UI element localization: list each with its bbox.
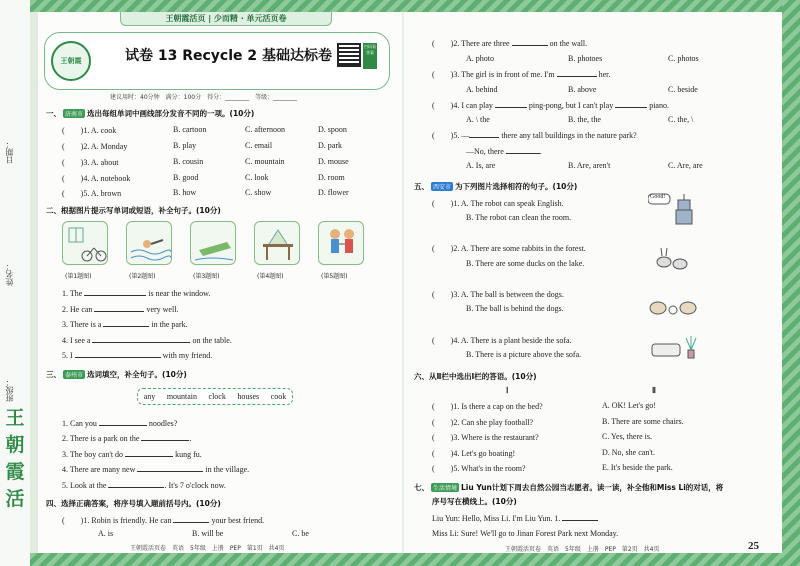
match-option: A. OK! Let's go! xyxy=(602,401,656,410)
rabbits-illustration xyxy=(652,242,692,272)
bottom-border xyxy=(30,553,790,566)
option: B. good xyxy=(173,173,199,182)
binding-spine xyxy=(0,0,30,566)
picture-table xyxy=(254,221,300,265)
sofa-plant-illustration xyxy=(648,330,698,360)
brand-logo-vertical: 王 朝 霞 活 xyxy=(5,407,25,510)
question-item: ( )1. A. cook xyxy=(62,126,117,135)
option: B. the, the xyxy=(568,115,601,124)
qr-tag: 扫码看答案 xyxy=(363,43,377,69)
option: B. will be xyxy=(192,529,224,538)
option: B. There is a picture above the sofa. xyxy=(466,350,582,359)
question-item: ( )3. A. about xyxy=(62,158,119,167)
option: B. The ball is behind the dogs. xyxy=(466,304,564,313)
match-item: ( )5. What's in the room? xyxy=(432,464,526,473)
option: B. how xyxy=(173,188,197,197)
top-border xyxy=(30,0,790,12)
option: C. afternoon xyxy=(245,125,285,134)
option: B. play xyxy=(173,141,197,150)
question-item: ( )5. A. brown xyxy=(62,189,122,198)
option: B. cartoon xyxy=(173,125,207,134)
option: C. beside xyxy=(668,85,698,94)
section-7-heading-cont: 序号写在横线上。(10分) xyxy=(432,497,517,506)
page-number: 25 xyxy=(748,540,759,552)
picture-swimming xyxy=(126,221,172,265)
picture-caption: (第1题图) xyxy=(65,273,92,280)
option: D. flower xyxy=(318,188,349,197)
match-option: E. It's beside the park. xyxy=(602,463,673,472)
option: C. photos xyxy=(668,54,699,63)
column-header: Ⅱ xyxy=(652,386,656,395)
fill-line: 3. The boy can't do kung fu. xyxy=(62,450,202,459)
option: A. Is, are xyxy=(466,161,496,170)
match-item: ( )4. Let's go boating! xyxy=(432,449,516,458)
option: C. be xyxy=(292,529,309,538)
name-label: 姓名： xyxy=(5,262,14,286)
option: D. mouse xyxy=(318,157,349,166)
fill-line: 1. The is near the window. xyxy=(62,289,211,298)
match-option: D. No, she can't. xyxy=(602,448,655,457)
paper-meta: 建议用时：40分钟 满分：100分 得分：________ 等级：________ xyxy=(110,94,298,101)
dialogue-line: Miss Li: Sure! We'll go to Jinan Forest Park next Monday. xyxy=(432,529,619,538)
word-option: cook xyxy=(270,392,287,401)
fill-line: 4. There are many new in the village. xyxy=(62,465,250,474)
question-item: ( )2. There are three on the wall. xyxy=(432,39,588,48)
question-item: ( )2. A. There are some rabbits in the forest. xyxy=(432,244,586,253)
region-tag: 济南市 xyxy=(65,111,84,118)
match-item: ( )1. Is there a cap on the bed? xyxy=(432,402,543,411)
picture-caption: (第3题图) xyxy=(193,273,220,280)
context-tag: 生活情境 xyxy=(433,485,458,492)
section-6-heading: 六、从Ⅱ栏中选出Ⅰ栏的答语。(10分) xyxy=(414,372,537,381)
section-7-heading: 七、 生活情境 Liu Yun计划下周去自然公园当志愿者。读一读，补全他和Miss Li的对话，将 xyxy=(414,483,724,492)
paper-header xyxy=(44,32,390,90)
option: B. There are some ducks on the lake. xyxy=(466,259,585,268)
question-item: ( )4. I can play ping-pong, but I can't play piano. xyxy=(432,101,669,110)
word-option: any xyxy=(143,392,156,401)
question-item: ( )1. A. The robot can speak English. xyxy=(432,199,564,208)
date-label: 日期： xyxy=(5,140,14,164)
fill-line: 1. Can you noodles? xyxy=(62,419,178,428)
word-option: mountain xyxy=(166,392,198,401)
section-3-heading: 三、 泰州市 选词填空，补全句子。(10分) xyxy=(46,370,187,379)
picture-caption: (第5题图) xyxy=(321,273,348,280)
fill-line: 5. Look at the . It's 7 o'clock now. xyxy=(62,481,226,490)
question-item: ( )4. A. notebook xyxy=(62,174,131,183)
question-item: ( )3. A. The ball is between the dogs. xyxy=(432,290,564,299)
option: B. Are, aren't xyxy=(568,161,611,170)
option: C. look xyxy=(245,173,269,182)
option: B. photoes xyxy=(568,54,603,63)
question-item: ( )4. A. There is a plant beside the sofa. xyxy=(432,336,572,345)
question-item: ( )3. The girl is in front of me. I'm her. xyxy=(432,70,611,79)
option: D. room xyxy=(318,173,345,182)
section-2-heading: 二、根据图片提示写单词或短语，补全句子。(10分) xyxy=(46,206,221,215)
qr-code-icon xyxy=(337,43,361,67)
option: C. Are, are xyxy=(668,161,703,170)
section-4-heading: 四、选择正确答案，将序号填入题前括号内。(10分) xyxy=(46,499,221,508)
picture-caption: (第2题图) xyxy=(129,273,156,280)
picture-boat xyxy=(190,221,236,265)
option: A. is xyxy=(98,529,114,538)
paper-title: 试卷 13 Recycle 2 基础达标卷 xyxy=(125,48,333,64)
footer-left: 王朝霞活页卷 英语 5年级 上册 PEP 第1页 共4页 xyxy=(130,545,285,552)
match-item: ( )2. Can she play football? xyxy=(432,418,534,427)
fill-line: 5. I with my friend. xyxy=(62,351,213,360)
question-item: ( )5. — there any tall buildings in the nature park? xyxy=(432,131,637,140)
option: A. behind xyxy=(466,85,498,94)
dialogue-line: Liu Yun: Hello, Miss Li. I'm Liu Yun. 1. xyxy=(432,513,598,523)
option: A. \ the xyxy=(466,115,490,124)
picture-friends xyxy=(318,221,364,265)
robot-illustration xyxy=(648,192,698,228)
column-header: Ⅰ xyxy=(506,386,509,395)
fill-line: 2. He can very well. xyxy=(62,305,179,314)
option: B. The robot can clean the room. xyxy=(466,213,572,222)
word-option: clock xyxy=(208,392,226,401)
option: C. mountain xyxy=(245,157,285,166)
question-item: ( )1. Robin is friendly. He can your best friend. xyxy=(62,516,265,525)
option: A. photo xyxy=(466,54,494,63)
section-1-heading: 一、 济南市 选出每组单词中画线部分发音不同的一项。(10分) xyxy=(46,109,255,118)
fill-line: 4. I see a on the table. xyxy=(62,336,232,345)
match-option: C. Yes, there is. xyxy=(602,432,653,441)
fill-line: 2. There is a park on the . xyxy=(62,434,192,443)
match-item: ( )3. Where is the restaurant? xyxy=(432,433,539,442)
option: C. show xyxy=(245,188,272,197)
option: B. cousin xyxy=(173,157,204,166)
word-bank xyxy=(137,388,293,405)
option: C. the, \ xyxy=(668,115,694,124)
option: D. park xyxy=(318,141,342,150)
dogs-ball-illustration xyxy=(648,288,698,318)
brand-banner: 王朝霞活页 | 少而精 · 单元活页卷 xyxy=(120,12,332,26)
region-tag: 泰州市 xyxy=(65,372,84,379)
fill-line: 3. There is a in the park. xyxy=(62,320,188,329)
region-tag: 西安市 xyxy=(433,184,452,191)
match-option: B. There are some chairs. xyxy=(602,417,684,426)
option: B. above xyxy=(568,85,597,94)
right-border xyxy=(782,0,800,566)
speech-bubble: Good! xyxy=(650,194,666,200)
word-option: houses xyxy=(237,392,260,401)
class-label: 班级： xyxy=(5,378,14,402)
option: C. email xyxy=(245,141,273,150)
section-5-heading: 五、 西安市 为下列图片选择相符的句子。(10分) xyxy=(414,182,578,191)
picture-window-bike xyxy=(62,221,108,265)
picture-caption: (第4题图) xyxy=(257,273,284,280)
footer-right: 王朝霞活页卷 英语 5年级 上册 PEP 第2页 共4页 xyxy=(505,546,660,553)
option: D. spoon xyxy=(318,125,347,134)
question-item-line2: —No, there . xyxy=(466,147,542,156)
brand-badge: 王朝霞 xyxy=(51,41,91,81)
question-item: ( )2. A. Monday xyxy=(62,142,128,151)
